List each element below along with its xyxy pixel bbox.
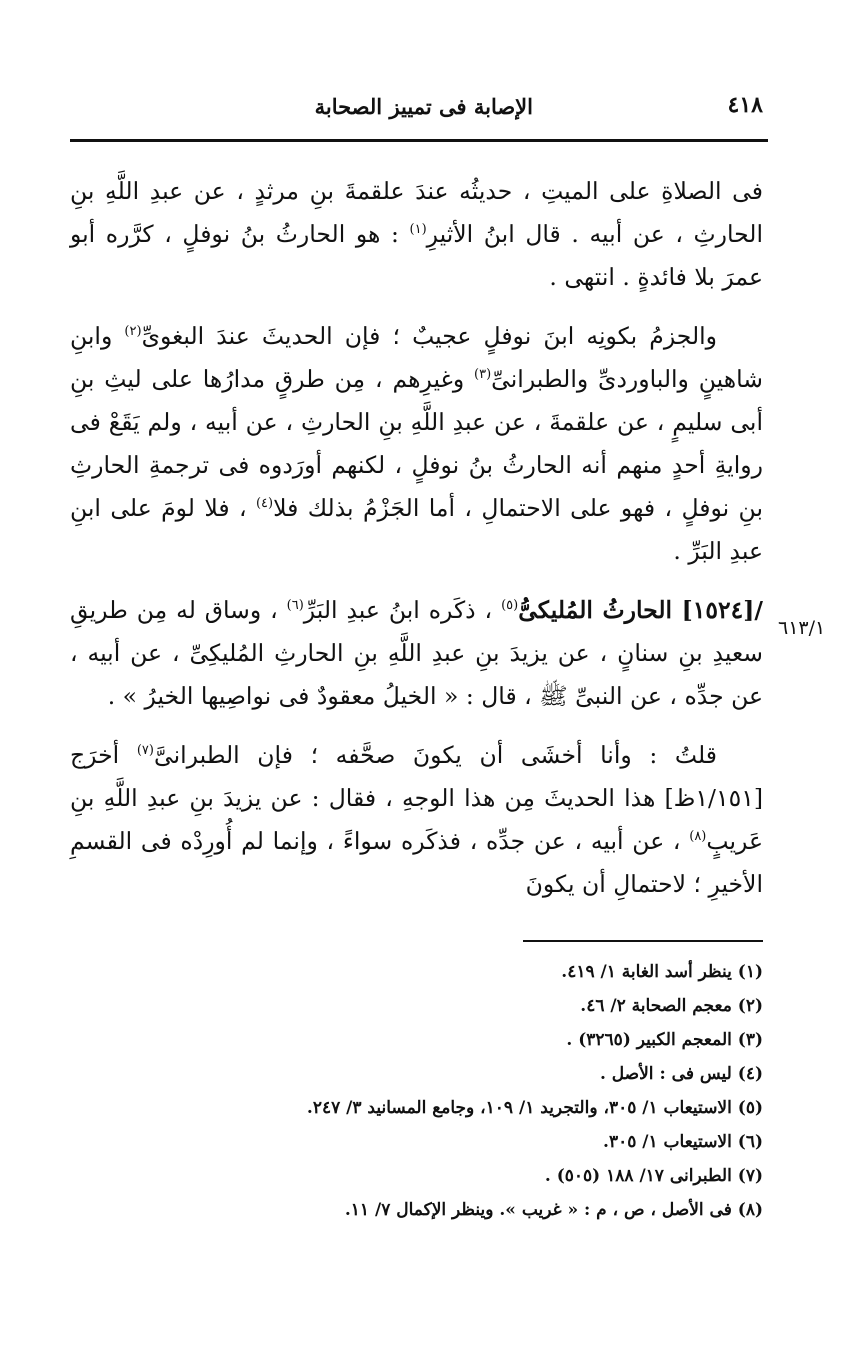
footnote-marker[interactable]: (٨) [689, 829, 707, 845]
text-run: قلتُ : وأنا أخشَى أن يكونَ صحَّفه ؛ فإن الطبرانىَّ [153, 741, 717, 769]
footnote-marker[interactable]: (٧) [136, 743, 154, 759]
footnote-1: (١) ينظر أسد الغابة ١/ ٤١٩. [561, 962, 763, 982]
footnote-marker[interactable]: (١) [409, 222, 427, 238]
paragraph-2 [70, 315, 763, 573]
footnote-5: (٥) الاستيعاب ١/ ٣٠٥، والتجريد ١/ ١٠٩، وجامع المسانيد ٣/ ٢٤٧. [306, 1098, 763, 1118]
main-text [70, 170, 763, 906]
paragraph-3-entry [70, 589, 763, 718]
footnote-marker[interactable]: (٢) [124, 324, 142, 340]
header-rule [70, 139, 768, 142]
text-run: : هو الحارثُ بنُ نوفلٍ ، كرَّره أبو عمرَ بلا فائدةٍ . انتهى . [70, 220, 763, 291]
text-run: وغيرِهم ، مِن طرقٍ مدارُها على ليثِ بنِ أبى سليمٍ ، عن علقمةَ ، عن عبدِ اللَّهِ بنِ الحارثِ ، عن أبيه ، ولم يَقَعْ فى روايةِ أحدٍ منهم أنه الحارثُ بنُ نوفلٍ ، لكنهم أورَدوه فى ترجمةِ الحارثِ بنِ نوفلٍ ، فهو على الاحتمالِ ، أما الجَزْمُ بذلك فلا [70, 365, 763, 522]
footnote-marker[interactable]: (٤) [255, 496, 274, 512]
footnote-3: (٣) المعجم الكبير (٣٢٦٥) . [566, 1030, 763, 1050]
text-run: والجزمُ بكونِه ابنَ نوفلٍ عجيبٌ ؛ فإن الحديثَ عندَ البغوىِّ [141, 322, 717, 350]
paragraph-1 [70, 170, 763, 299]
footnote-marker[interactable]: (٣) [474, 367, 492, 383]
footnote-marker[interactable]: (٦) [286, 598, 304, 614]
text-run: فى الصلاةِ على الميتِ ، حديثُه عندَ علقمةَ بنِ مرثدٍ ، عن عبدِ اللَّهِ بنِ الحارثِ ، عن أبيه . قال ابنُ الأثيرِ [70, 177, 763, 248]
entry-heading: /[١٥٢٤] الحارثُ المُليكىُّ [518, 596, 763, 624]
running-title: الإصابة فى تمييز الصحابة [314, 94, 533, 119]
text-run: ، وساق له مِن طريقِ سعيدِ بنِ سنانٍ ، عن يزيدَ بنِ عبدِ اللَّهِ بنِ الحارثِ المُليكِىِّ ، عن أبيه ، عن جدِّه ، عن النبىِّ ﷺ ، قال : « الخيلُ معقودٌ فى نواصِيها الخيرُ » . [70, 596, 763, 710]
text-run: ، عن أبيه ، عن جدِّه ، فذكَره سواءً ، وإنما لم أُورِدْه فى القسمِ الأخيرِ ؛ لاحتمالِ أن يكونَ [70, 827, 763, 898]
footnote-2: (٢) معجم الصحابة ٢/ ٤٦. [580, 996, 763, 1016]
text-run: أخرَج [١/١٥١ظ] هذا الحديثَ مِن هذا الوجهِ ، فقال : عن يزيدَ بنِ عبدِ اللَّهِ بنِ عَريبٍ [70, 741, 763, 855]
footnote-7: (٧) الطبرانى ١٧/ ١٨٨ (٥٠٥) . [544, 1166, 763, 1186]
footnote-4: (٤) ليس فى : الأصل . [599, 1064, 763, 1084]
running-header [70, 92, 763, 128]
text-run: وابنِ شاهينٍ والباوردىِّ والطبرانىِّ [70, 322, 763, 393]
paragraph-4 [70, 734, 763, 906]
footnote-rule [523, 940, 763, 942]
footnotes [70, 955, 763, 1227]
footnote-marker[interactable]: (٥) [501, 598, 519, 614]
text-run: ، فلا لومَ على ابنِ عبدِ البَرِّ . [70, 494, 763, 565]
text-run: ، ذكَره ابنُ عبدِ البَرِّ [303, 596, 493, 624]
footnote-6: (٦) الاستيعاب ١/ ٣٠٥. [603, 1132, 763, 1152]
page-number: ٤١٨ [727, 92, 763, 118]
footnote-8: (٨) فى الأصل ، ص ، م : « غريب ». وينظر الإكمال ٧/ ١١. [344, 1200, 763, 1220]
margin-manuscript-ref: ٦١٣/١ [778, 617, 826, 639]
